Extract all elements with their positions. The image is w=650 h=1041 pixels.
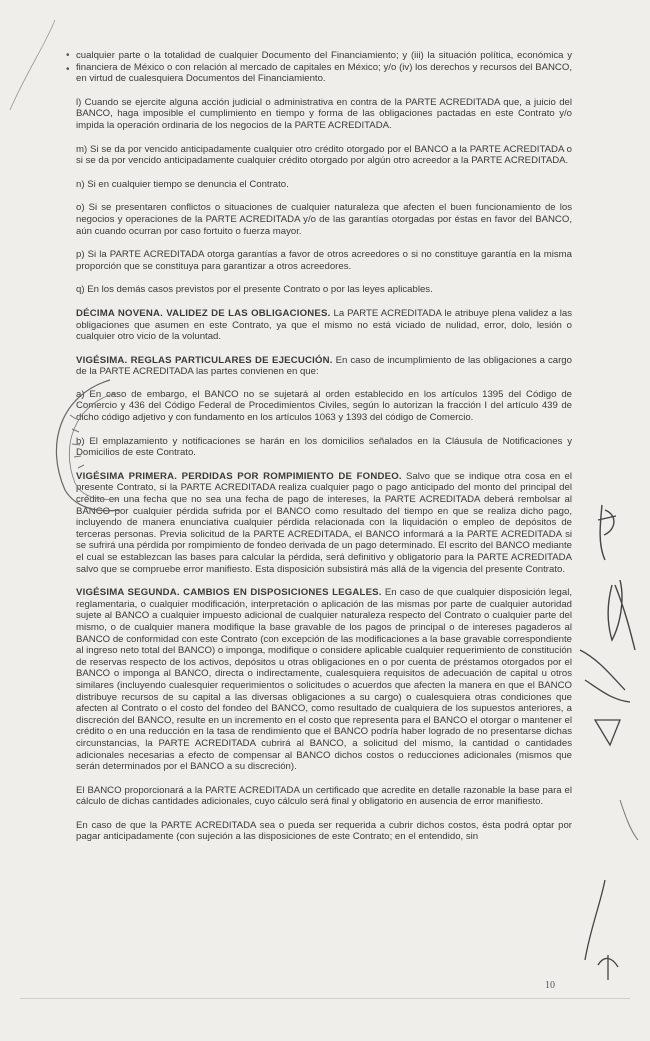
clause-22-body: En caso de que cualquier disposición legal, reglamentaria, o cualquier modificación, interpretación o aplicación de las mismas por parte de cualquier autoridad sujete al BANCO a cualquier impuesto adicional de cualquier naturaleza respecto del Contrato o cualquier parte del mismo, o de cualquier manera modifique la base gravable de los pagos de principal o de intereses pagaderos al BANCO de conformidad con este Contrato (con excepción de las modificaciones a la base gravable correspondiente al ingreso neto total del BANCO) o imponga, modifique o considere aplicable cualquier requerimiento de constitución de reservas respecto de los activos, depósitos u otras obligaciones en o por cuenta de préstamos otorgados por el BANCO o imponga al BANCO, directa o indirectamente, cualesquiera requisitos de adecuación de capital u otros similares (incluyendo cualesquier requerimientos o solicitudes o acuerdos que afecten la manera en que el BANCO distribuye recursos de su capital a las diversas obligaciones a su cargo) o cualesquiera otras condiciones que afecten al Contrato o el costo del fondeo del BANCO, como resultado de cualquiera de los supuestos anteriores, a discreción del BANCO, resulte en un incremento en el costo que representa para el BANCO el otorgar o mantener el crédito o en una reducción en la tasa de rendimiento que el BANCO podría haber logrado de no presentarse dichas circunstancias, la PARTE ACREDITADA cubrirá al BANCO, a solicitud del mismo, la cantidad o cantidades adicionales necesarias a efecto de compensar al BANCO dichos costos o reducciones adicionales (mismos que serán determinados por el BANCO a su discreción).	[76, 587, 572, 773]
page-number: 10	[545, 980, 555, 991]
clause-19-title: DÉCIMA NOVENA. VALIDEZ DE LAS OBLIGACIONES.	[76, 307, 331, 319]
item-q: q) En los demás casos previstos por el presente Contrato o por las leyes aplicables.	[76, 284, 433, 296]
paragraph-intro: cualquier parte o la totalidad de cualquier Documento del Financiamiento; y (iii) la situación política, económica y financiera de México o con relación al mercado de capitales en México; y/o (iv) los derechos y recursos del BANCO, en virtud de cualesquiera Documentos del Financiamiento.	[76, 50, 572, 85]
clause-20-body: En caso de incumplimiento de las obligaciones a cargo de la PARTE ACREDITADA las partes convienen en que:	[76, 354, 572, 378]
clause-22-paragraph-3: En caso de que la PARTE ACREDITADA sea o pueda ser requerida a cubrir dichos costos, ésta podrá optar por pagar anticipadamente (con sujeción a las disposiciones de este Contrato; en el entendido, sin	[76, 819, 572, 843]
clause-20-title: VIGÉSIMA. REGLAS PARTICULARES DE EJECUCIÓN.	[76, 354, 333, 366]
clause-20-item-b: b) El emplazamiento y notificaciones se harán en los domicilios señalados en la Cláusula de Notificaciones y Domicilios de este Contrato.	[76, 435, 572, 459]
bullet-mark: •	[66, 50, 70, 61]
clause-19-body: La PARTE ACREDITADA le atribuye plena validez a las obligaciones que asumen en este Contrato, ya que el mismo no está viciado de nulidad, error, dolo, lesión o cualquier otro vicio de la voluntad.	[76, 307, 572, 343]
clause-20	[76, 355, 572, 378]
clause-22	[76, 587, 572, 773]
clause-20-item-a: a) En caso de embargo, el BANCO no se sujetará al orden establecido en los artículos 1395 del Código de Comercio y 436 del Código Federal de Procedimientos Civiles, según lo autorizan la fracción I del artículo 439 de dicho código adjetivo y con fundamento en los artículos 1063 y 1393 del código de Comercio.	[76, 388, 572, 424]
item-n: n) Si en cualquier tiempo se denuncia el Contrato.	[76, 178, 289, 190]
item-l: l) Cuando se ejercite alguna acción judicial o administrativa en contra de la PARTE ACREDITADA que, a juicio del BANCO, haga imposible el cumplimiento en tiempo y forma de las obligaciones pactadas en este Contrato y/o impida la operación ordinaria de los negocios de la PARTE ACREDITADA.	[76, 96, 572, 131]
notary-seal-stamp	[40, 375, 140, 515]
clause-22-paragraph-2: El BANCO proporcionará a la PARTE ACREDITADA un certificado que acredite en detalle razonable la base para el cálculo de dichas cantidades adicionales, cuyo cálculo será final y obligatorio en ausencia de error manifiesto.	[76, 784, 572, 808]
footer-rule	[20, 998, 630, 999]
clause-22-title: VIGÉSIMA SEGUNDA. CAMBIOS EN DISPOSICIONES LEGALES.	[76, 587, 382, 599]
clause-21-body: Salvo que se indique otra cosa en el presente Contrato, si la PARTE ACREDITADA realiza cualquier pago o pago anticipado del monto del principal del crédito en una fecha que no sea una fecha de pago de intereses, la PARTE ACREDITADA deberá rembolsar al BANCO por cualquier pérdida sufrida por el BANCO como resultado del tiempo en que se realiza dicho pago, incluyendo de manera enunciativa cualquier pérdida relacionada con la liquidación o empleo de depósitos de terceras personas. Previa solicitud de la PARTE ACREDITADA, el BANCO informará a la PARTE ACREDITADA si se sufrirá una pérdida por rompimiento de fondeo derivada de un pago determinado. El escrito del BANCO mediante el cual se establezcan las bases para calcular la pérdida, será definitivo y obligatorio para la PARTE ACREDITADA salvo que se compruebe error manifiesto. Esta disposición subsistirá más allá de la vigencia del presente Contrato.	[76, 470, 572, 575]
bullet-mark: •	[66, 64, 70, 75]
clause-19	[76, 308, 572, 343]
document-body	[76, 50, 572, 855]
clause-21	[76, 471, 572, 575]
item-p: p) Si la PARTE ACREDITADA otorga garantías a favor de otros acreedores o si no constituye garantía en la misma proporción que se constituya para garantizar a otros acreedores.	[76, 249, 572, 272]
item-o: o) Si se presentaren conflictos o situaciones de cualquier naturaleza que afecten el buen funcionamiento de los negocios y operaciones de la PARTE ACREDITADA y/o de las garantías otorgadas por éstas en favor del BANCO, aún cuando ocurran por caso fortuito o fuerza mayor.	[76, 202, 572, 237]
clause-21-title: VIGÉSIMA PRIMERA. PERDIDAS POR ROMPIMIENTO DE FONDEO.	[76, 470, 402, 482]
item-m: m) Si se da por vencido anticipadamente cualquier otro crédito otorgado por el BANCO a la PARTE ACREDITADA o si se da por vencido anticipadamente cualquier crédito otorgado por algún otro acreedor a la PARTE ACREDITADA.	[76, 143, 572, 167]
